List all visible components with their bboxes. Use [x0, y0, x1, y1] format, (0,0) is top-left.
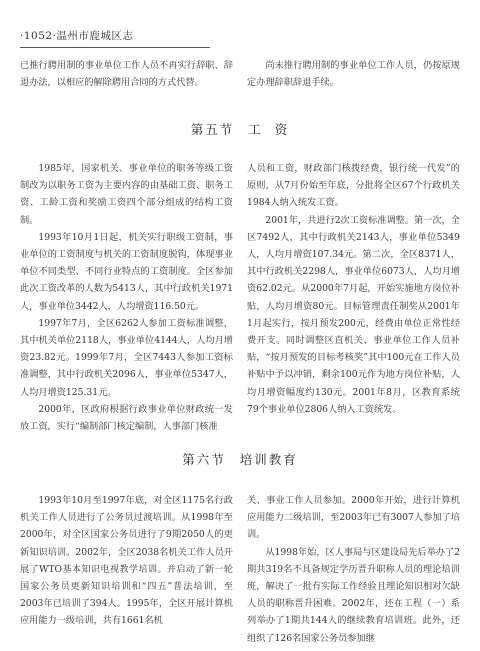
section-6-paragraph: 1993年10月至1997年底，对全区1175名行政机关工作人员进行了公务员过渡培训。从1998年至2000年，对全区国家公务员进行了9期2050人的更新知识培训。2002年，全区2038名机关工作人员开展了WTO基本知识电视教学培训。并启动了新一轮国家公务员更新知识培训和“四五”普法培训，至2003年已培训了394人。1995年，全区开展计算机应用能力一级培训，共有1661名机: [20, 495, 233, 627]
section-6-paragraph: 从1998年始，区人事局与区建设局先后举办了2期共319名不具备规定学历晋升职称人员的理论培训班，解决了一批有实际工作经验且理论知识相对欠缺人员的职称晋升困难。2002年，还在工程（一）系列举办了1期共144人的继续教育培训班。此外，还组织了126名国家公务员参加继: [247, 546, 460, 644]
section-5-paragraph: 1985年，国家机关、事业单位的职务等级工资制改为以职务工资为主要内容的由基础工资、职务工资、工龄工资和奖励工资四个部分组成的结构工资制。: [20, 163, 233, 226]
intro-right-column: [247, 57, 460, 91]
header-rule: [20, 47, 210, 48]
section-6-number: 第六节: [182, 452, 226, 467]
intro-left-column: [20, 57, 233, 91]
section-6-title: [0, 450, 480, 468]
section-5-paragraph: 1993年10月1日起，机关实行职级工资制，事业单位的工资制度与机关的工资制度脱钩，体现事业单位不同类型、不同行业特点的工资制度。全区参加此次工资改革的人数为5413人，其中行政机关1971人，事业单位3442人，人均增资116.50元。: [20, 231, 233, 312]
section-5-number: 第五节: [190, 122, 235, 137]
intro-right-text: 尚未推行聘用制的事业单位工作人员，仍按原规定办理辞职辞退手续。: [247, 60, 460, 89]
section-5-paragraph: 1997年7月，全区6262人参加工资标准调整，其中机关单位2118人，事业单位4144人，人均月增资23.82元。1999年7月，全区7443人参加工资标准调整，其中行政机关2096人，事业单位5347人，人均月增资125.31元。: [20, 317, 233, 398]
intro-left-text: 已推行聘用制的事业单位工作人员不再实行辞职、辞退办法，以相应的解除聘用合同的方式代替。: [20, 60, 233, 89]
section-6-name: 培训教育: [239, 452, 298, 467]
section-5-paragraph-continued: 人员和工资，财政部门核拨经费，银行统一代发”的原则，从7月份始至年底，分批将全区67个行政机关1984人纳入统发工资。: [247, 163, 460, 209]
section-6-left-column: [20, 492, 233, 630]
section-6-paragraph-continued: 关、事业工作人员参加。2000年开始，进行计算机应用能力二级培训，至2003年已有3007人参加了培训。: [247, 495, 460, 541]
section-5-paragraph: 2001年，共进行2次工资标准调整。第一次，全区7492人，其中行政机关2143人，事业单位5349人，人均月增资107.34元。第二次，全区8371人，其中行政机关2298人，事业单位6073人，人均月增资62.02元。从2000年7月起，开始实施地方岗位补贴，人均月增资80元。目标管理责任制奖从2001年1月起实行，按月预发200元，经费由单位正常性经费开支。同时调整区直机关、事业单位工作人员补贴，“按月预发的目标考核奖”其中100元在工作人员补贴中予以冲销，剩余100元作为地方岗位补贴，人均月增资幅度约130元。2001年8月，区教育系统79个事业单位2806人纳入工资统发。: [247, 214, 460, 415]
section-5-title: [0, 120, 480, 138]
section-5-paragraph: 2000年，区政府根据行政事业单位财政统一发放工资，实行“编制部门核定编制，人事部门核准: [20, 403, 233, 433]
section-6-right-column: [247, 492, 460, 647]
section-5-left-column: [20, 160, 233, 435]
page-header: ·1052·温州市鹿城区志: [20, 30, 134, 42]
section-5-right-column: [247, 160, 460, 418]
section-5-name: 工 资: [248, 122, 290, 137]
